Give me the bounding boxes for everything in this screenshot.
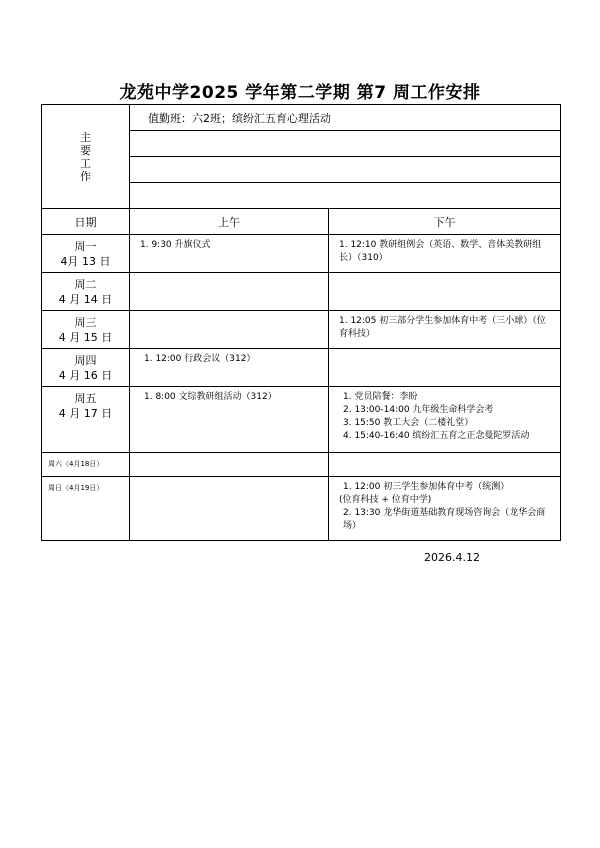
morning-cell-sunday: [130, 477, 329, 541]
day-cell-friday: [42, 387, 130, 453]
header-morning: 上午: [130, 209, 329, 235]
main-work-line-1: 值勤班：六2班；缤纷汇五育心理活动: [130, 105, 561, 131]
day-cell-wednesday: [42, 311, 130, 349]
header-afternoon: 下午: [329, 209, 561, 235]
day-row-sunday: [42, 477, 561, 541]
day-cell-monday: [42, 235, 130, 273]
day-row-wednesday: [42, 311, 561, 349]
date-stamp: 2026.4.12: [424, 551, 480, 564]
day-row-monday: [42, 235, 561, 273]
main-work-row-1: [42, 105, 561, 131]
weekday-label: 周一: [74, 240, 97, 253]
main-work-line-4: [130, 183, 561, 209]
morning-cell-tuesday: [130, 273, 329, 311]
morning-cell-friday: [130, 387, 329, 453]
event-item: 4. 15:40-16:40 缤纷汇五育之正念曼陀罗活动: [343, 431, 530, 441]
main-work-line-2: [130, 131, 561, 157]
morning-cell-saturday: [130, 453, 329, 477]
afternoon-cell-thursday: [329, 349, 561, 387]
day-cell-tuesday: [42, 273, 130, 311]
date-label: 4月 13 日: [60, 255, 111, 268]
event-item: 1. 12:00 初三学生参加体育中考（统测）: [343, 482, 510, 492]
day-row-tuesday: [42, 273, 561, 311]
weekday-label: 周五: [74, 392, 97, 405]
weekday-label: 周三: [74, 316, 97, 329]
event-item: 1. 9:30 升旗仪式: [140, 240, 211, 250]
date-label: 4 月 16 日: [58, 369, 113, 382]
main-work-label: 主要工作: [80, 130, 91, 183]
afternoon-cell-saturday: [329, 453, 561, 477]
afternoon-cell-friday: [329, 387, 561, 453]
main-work-line-3: [130, 157, 561, 183]
date-label: 4 月 17 日: [58, 407, 113, 420]
event-item: 2. 13:30 龙华街道基础教育现场咨询会（龙华会商场）: [343, 508, 546, 531]
header-date: 日期: [42, 209, 130, 235]
weekday-label: 周二: [74, 278, 97, 291]
day-row-thursday: [42, 349, 561, 387]
morning-cell-monday: [130, 235, 329, 273]
event-item: 1. 12:05 初三部分学生参加体育中考（三小球）（位育科技）: [339, 316, 546, 339]
event-item: 1. 8:00 文综教研组活动（312）: [144, 392, 277, 402]
morning-cell-thursday: [130, 349, 329, 387]
weekday-label: 周四: [74, 354, 97, 367]
day-cell-saturday: 周六（4月18日）: [42, 453, 130, 477]
day-cell-thursday: [42, 349, 130, 387]
date-label: 4 月 14 日: [58, 293, 113, 306]
event-item: 1. 党员陪餐：李盼: [343, 392, 418, 402]
afternoon-cell-sunday: [329, 477, 561, 541]
event-item: 1. 12:10 教研组例会（英语、数学、音体美教研组长）（310）: [339, 240, 542, 263]
schedule-table: [41, 104, 561, 541]
event-item: (位育科技 + 位育中学): [339, 495, 432, 505]
day-row-friday: [42, 387, 561, 453]
day-cell-sunday: 周日（4月19日）: [42, 477, 130, 541]
page-title: 龙苑中学2025 学年第二学期 第7 周工作安排: [119, 83, 481, 103]
date-label: 4 月 15 日: [58, 331, 113, 344]
event-item: 2. 13:00-14:00 九年级生命科学会考: [343, 405, 494, 415]
afternoon-cell-monday: [329, 235, 561, 273]
event-item: 3. 15:50 教工大会（二楼礼堂）: [343, 418, 474, 428]
column-header-row: [42, 209, 561, 235]
event-item: 1. 12:00 行政会议（312）: [144, 354, 256, 364]
main-work-label-cell: [42, 105, 130, 209]
afternoon-cell-tuesday: [329, 273, 561, 311]
morning-cell-wednesday: [130, 311, 329, 349]
afternoon-cell-wednesday: [329, 311, 561, 349]
day-row-saturday: [42, 453, 561, 477]
